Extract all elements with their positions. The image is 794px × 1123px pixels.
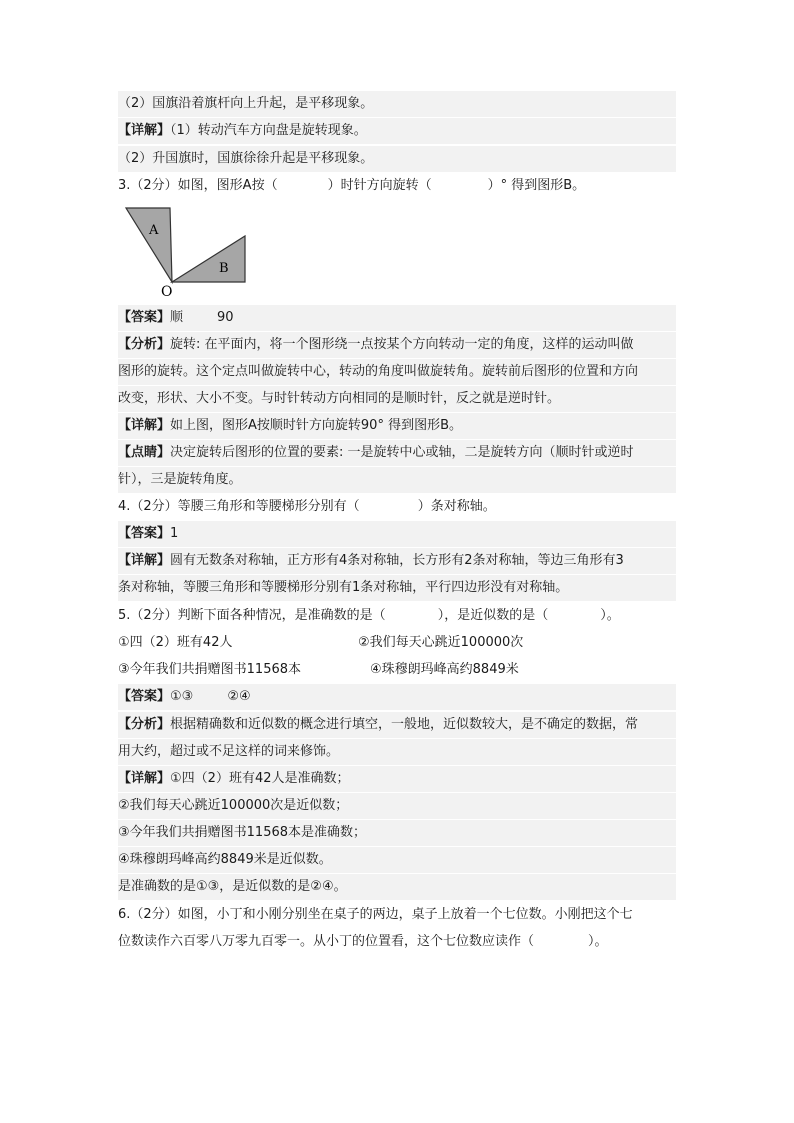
explain-5-line-1: 【详解】①四（2）班有42人是准确数； [118,766,676,792]
analysis-5-line-1: 【分析】根据精确数和近似数的概念进行填空，一般地，近似数较大，是不确定的数据，常 [118,712,676,738]
question-5: 5.（2分）判断下面各种情况，是准确数的是（ ），是近似数的是（ ）。 [118,608,620,623]
triangle-a [126,208,172,282]
answer-5: 【答案】①③ ②④ [118,684,676,710]
question-6-line-2: 位数读作六百零八万零九百零一。从小丁的位置看，这个七位数应读作（ ）。 [118,934,608,949]
text-line-2: （2）升国旗时，国旗徐徐升起是平移现象。 [118,146,676,172]
tip-3-line-2: 针），三是旋转角度。 [118,467,676,493]
answer-3: 【答案】顺 90 [118,305,676,331]
tip-3-line-1: 【点睛】决定旋转后图形的位置的要素: 一是旋转中心或轴，二是旋转方向（顺时针或逆时 [118,440,676,466]
explain-4-line-1: 【详解】圆有无数条对称轴，正方形有4条对称轴，长方形有2条对称轴，等边三角形有3 [118,548,676,574]
explain-5-line-5: 是准确数的是①③，是近似数的是②④。 [118,874,676,900]
explain-5-line-3: ③今年我们共捐赠图书11568本是准确数； [118,820,676,846]
analysis-5-line-2: 用大约，超过或不足这样的词来修饰。 [118,739,676,765]
label-b: B [219,261,229,276]
label-o: O [161,284,173,300]
analysis-3-line-1: 【分析】旋转: 在平面内，将一个图形绕一点按某个方向转动一定的角度，这样的运动叫做 [118,332,676,358]
rotation-figure [118,204,258,300]
question-6-line-1: 6.（2分）如图，小丁和小刚分别坐在桌子的两边，桌子上放着一个七位数。小刚把这个七 [118,907,633,922]
explain-4-line-2: 条对称轴，等腰三角形和等腰梯形分别有1条对称轴，平行四边形没有对称轴。 [118,575,676,601]
explain-5-line-2: ②我们每天心跳近100000次是近似数； [118,793,676,819]
question-3: 3.（2分）如图，图形A按（ ）时针方向旋转（ ）° 得到图形B。 [118,178,586,193]
analysis-3-line-2: 图形的旋转。这个定点叫做旋转中心，转动的角度叫做旋转角。旋转前后图形的位置和方向 [118,359,676,385]
question-5-options-2: ③今年我们共捐赠图书11568本 ④珠穆朗玛峰高约8849米 [118,662,519,677]
answer-4: 【答案】1 [118,521,676,547]
explain-line-1: 【详解】（1）转动汽车方向盘是旋转现象。 [118,118,676,144]
explain-tag: 【详解】 [118,123,171,138]
text-line-1: （2）国旗沿着旗杆向上升起，是平移现象。 [118,91,676,117]
analysis-3-line-3: 改变，形状、大小不变。与时针转动方向相同的是顺时针，反之就是逆时针。 [118,386,676,412]
question-4: 4.（2分）等腰三角形和等腰梯形分别有（ ）条对称轴。 [118,499,496,514]
explain-5-line-4: ④珠穆朗玛峰高约8849米是近似数。 [118,847,676,873]
triangle-b [172,236,245,282]
explain-3: 【详解】如上图，图形A按顺时针方向旋转90° 得到图形B。 [118,413,676,439]
question-5-options-1: ①四（2）班有42人 ②我们每天心跳近100000次 [118,635,524,650]
label-a: A [149,223,159,238]
